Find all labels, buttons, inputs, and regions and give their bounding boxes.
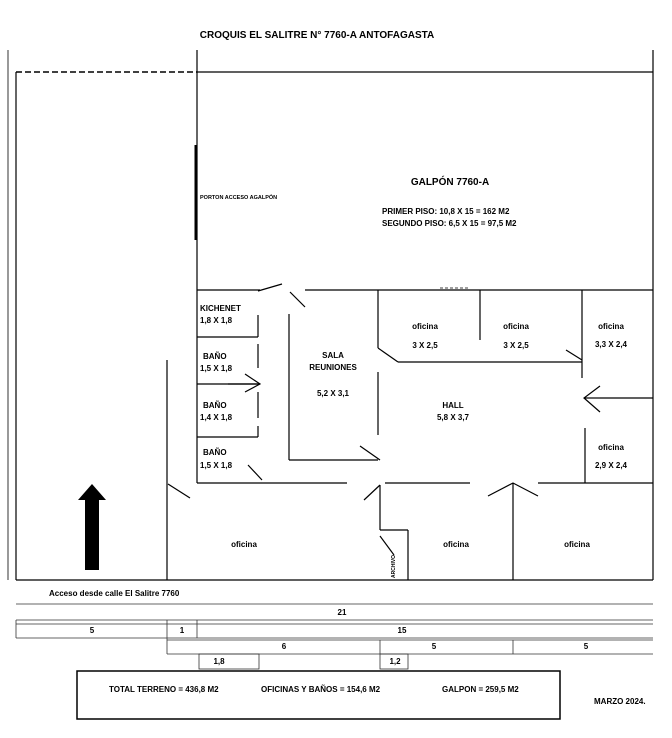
plan-date: MARZO 2024. (594, 697, 646, 706)
bano1-name: BAÑO (203, 352, 227, 361)
door-swing-left (364, 485, 380, 500)
access-label: Acceso desde calle El Salitre 7760 (49, 589, 180, 598)
oficina-f-name: oficina (443, 540, 469, 549)
dim-row4-b: 1,2 (389, 657, 401, 666)
bano2-dims: 1,4 X 1,8 (200, 413, 233, 422)
door-arrow-1 (245, 374, 260, 392)
summary-terreno: TOTAL TERRENO = 436,8 M2 (109, 685, 219, 694)
hall-name: HALL (442, 401, 464, 410)
office-b-door (566, 350, 582, 360)
oficina-g-name: oficina (564, 540, 590, 549)
gate-label: PORTON ACCESO AGALPÓN (200, 195, 278, 201)
kichenet-name: KICHENET (200, 304, 241, 313)
sala-door (378, 348, 398, 362)
office-e-door (168, 484, 190, 498)
oficina-e-name: oficina (231, 540, 257, 549)
dim-row2-c: 15 (397, 626, 407, 635)
dim-row3-c: 5 (583, 642, 589, 651)
door-swing-2 (290, 292, 305, 307)
dim-row3-b: 5 (431, 642, 437, 651)
galpon-floor2: SEGUNDO PISO: 6,5 X 15 = 97,5 M2 (382, 219, 517, 228)
archivo-door (380, 536, 394, 555)
sala-name2: REUNIONES (309, 363, 357, 372)
oficina-d-dims: 2,9 X 2,4 (594, 461, 628, 470)
dim-row3-a: 6 (281, 642, 287, 651)
dim-row4-a: 1,8 (213, 657, 225, 666)
dim-row2-a: 5 (89, 626, 95, 635)
oficina-c-name: oficina (598, 322, 624, 331)
bano3-name: BAÑO (203, 448, 227, 457)
archivo-name: ARCHIVO (391, 554, 397, 578)
oficina-c-dims: 3,3 X 2,4 (594, 340, 628, 349)
oficina-b-name: oficina (503, 322, 529, 331)
bano1-dims: 1,5 X 1,8 (200, 364, 233, 373)
sala-name1: SALA (322, 351, 344, 360)
sala-dims: 5,2 X 3,1 (316, 389, 350, 398)
galpon-floor1: PRIMER PISO: 10,8 X 15 = 162 M2 (382, 207, 510, 216)
oficina-d-name: oficina (598, 443, 624, 452)
galpon-name: GALPÓN 7760-A (410, 177, 490, 188)
door-arrow-2 (584, 386, 600, 412)
oficina-a-dims: 3 X 2,5 (412, 341, 438, 350)
bano2-name: BAÑO (203, 401, 227, 410)
door-swing-1 (258, 284, 282, 291)
dim-total: 21 (337, 608, 347, 617)
hall-dims: 5,8 X 3,7 (436, 413, 470, 422)
oficina-a-name: oficina (412, 322, 438, 331)
bano3-dims: 1,5 X 1,8 (200, 461, 233, 470)
summary-oficinas: OFICINAS Y BAÑOS = 154,6 M2 (261, 685, 381, 694)
plan-title: CROQUIS EL SALITRE N° 7760-A ANTOFAGASTA (199, 30, 435, 41)
door-diag-bottom (248, 465, 262, 480)
kichenet-dims: 1,8 X 1,8 (200, 316, 233, 325)
dim-row2-b: 1 (179, 626, 185, 635)
oficina-b-dims: 3 X 2,5 (503, 341, 529, 350)
sala-door-2 (360, 446, 380, 460)
access-arrow-icon (78, 484, 106, 570)
summary-box (77, 671, 560, 719)
summary-galpon: GALPON = 259,5 M2 (442, 685, 519, 694)
